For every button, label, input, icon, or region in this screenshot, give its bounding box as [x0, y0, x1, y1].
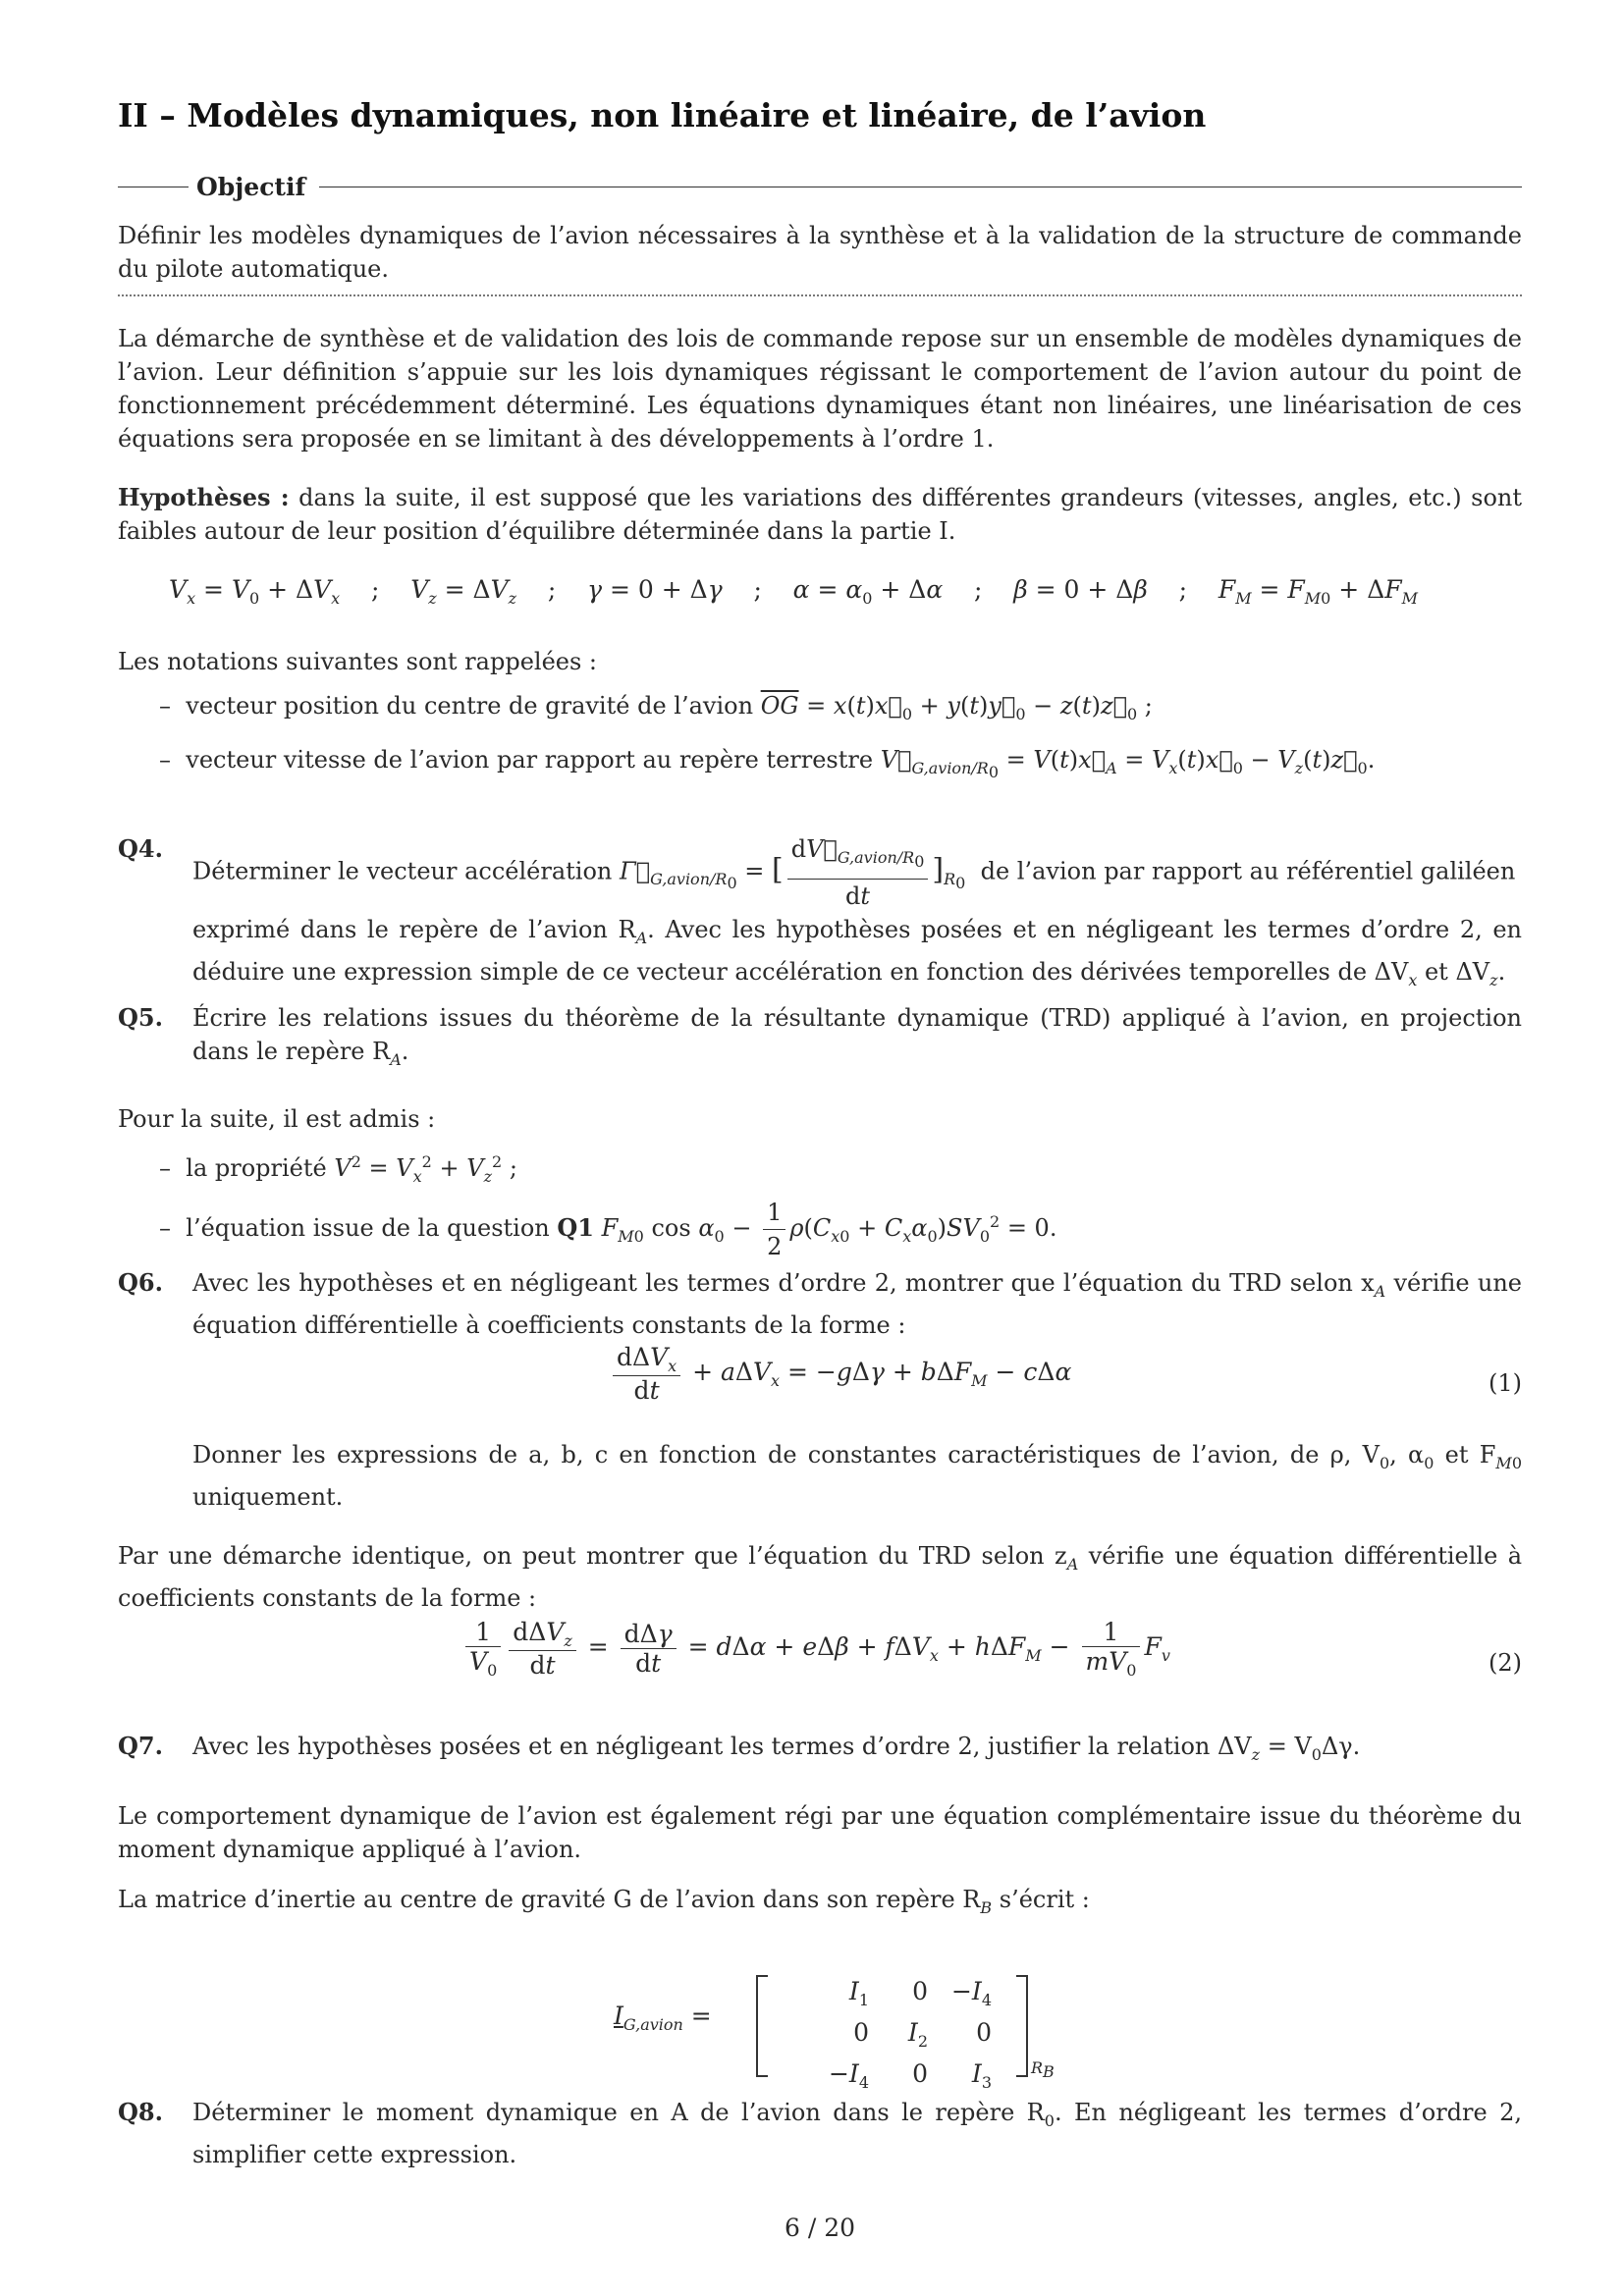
moment-intro: Le comportement dynamique de l’avion est également régi par une équation complémentaire issue du théorème du moment dynamique appliqué à l’avion.: [118, 1802, 1522, 1863]
question-q6-follow-c: et F: [1434, 1441, 1496, 1468]
question-q6-follow-text: Donner les expressions de a, b, c en fonction de constantes caractéristiques de l’avion, de ρ, V: [192, 1441, 1380, 1468]
question-q4-text-d: . Avec les hypothèses posées et en négligeant les termes d’ordre 2, en déduire une expression simple de ce vecteur accélération en fonction des dérivées temporelles de ΔV: [192, 915, 1523, 986]
admitted-item-property-text: la propriété: [186, 1154, 327, 1182]
inertia-intro: La matrice d’inertie au centre de gravité G de l’avion dans son repère $R_B$ s’écrit :: [118, 1886, 1090, 1917]
tz-intro: Par une démarche identique, on peut montrer que l’équation du TRD selon $z_A$ vérifie une équation différentielle à coefficients constants de la forme :: [118, 1542, 1522, 1612]
question-q5: Q5. Écrire les relations issues du théorème de la résultante dynamique (TRD) appliqué à l’avion, en projection dans le repère $R_A$.: [118, 1003, 1522, 1069]
question-q5-text: Écrire les relations issues du théorème de la résultante dynamique (TRD) appliqué à l’avion, en projection dans le repère R: [192, 1004, 1522, 1065]
question-q4-text-f: .: [1497, 957, 1506, 986]
notation-item-position-text: vecteur position du centre de gravité de l’avion: [186, 692, 754, 720]
notation-item-position: – vecteur position du centre de gravité de l’avion $\overline{OG}$ = $x(t)x⃗_0$ + $y(t)y⃗_0$ − $z(t)z⃗_0$ ;: [159, 692, 1153, 723]
question-q5-number: Q5.: [118, 1003, 163, 1032]
notation-item-velocity: – vecteur vitesse de l’avion par rapport au repère terrestre $V⃗_{G,avion/R_0}$ = $V(t)x⃗_A$ = $V_x(t)x⃗_0$ − $V_z(t)z⃗_0$.: [159, 746, 1376, 781]
question-q6-follow-b: , α: [1389, 1441, 1425, 1468]
q1-reference: Q1: [557, 1213, 594, 1242]
admitted-item-equation-text: l’équation issue de la question: [186, 1214, 550, 1242]
section-title: II – Modèles dynamiques, non linéaire et linéaire, de l’avion: [118, 96, 1207, 134]
question-q8: Q8. Déterminer le moment dynamique en A de l’avion dans le repère $R_0$. En négligeant les termes d’ordre 2, simplifier cette expression.: [118, 2098, 1523, 2168]
question-q8-number: Q8.: [118, 2098, 163, 2126]
admitted-item-property: – la propriété $V^2 = V_x^2 + V_z^2$ ;: [159, 1152, 517, 1186]
question-q4-text-c: exprimé dans le repère de l’avion R: [192, 915, 636, 943]
page-number: 6 / 20: [784, 2214, 856, 2242]
question-q7-text: Avec les hypothèses posées et en négligeant les termes d’ordre 2, justifier la relation ΔV: [192, 1733, 1252, 1760]
notations-intro: Les notations suivantes sont rappelées :: [118, 648, 598, 675]
question-q6-text: Avec les hypothèses et en négligeant les termes d’ordre 2, montrer que l’équation du TRD selon x: [192, 1269, 1375, 1297]
question-q4-text-a: Déterminer le vecteur accélération: [192, 857, 613, 885]
hypotheses-paragraph: [118, 481, 1522, 548]
question-q7-text-b: = V: [1260, 1733, 1312, 1760]
equation-2: $\frac{1}{V_0}$ $\frac{d\Delta V_z}{dt}$ = $\frac{\text{dΔγ}}{dt}$ = dΔα + eΔβ + fΔV$_x$ + hΔF$_M$ − $\frac{1}{mV_0}$ $F_v$: [461, 1618, 1170, 1680]
page: II – Modèles dynamiques, non linéaire et linéaire, de l’avion Objectif Définir les modèles dynamiques de l’avion nécessaires à la synthèse et à la validation de la structure de commande du pilote automatique. La démarche de synthèse et de validation des lois de commande repose sur un ensemble de modèles dynamiques de l’avion. Leur définition s’appuie sur les lois dynamiques régissant le comportement de l’avion autour du point de fonctionnement précédemment déterminé. Les équations dynamiques étant non linéaires, une linéarisation de ces équations sera proposée en se limitant à des développements à l’ordre 1. Hypothèses : dans la suite, il est supposé que les variations des différentes grandeurs (vitesses, angles, etc.) sont faibles autour de leur position d’équilibre déterminée dans la partie I. $V_x = V_0 + \Delta V_x$ ; $V_z = \Delta V_z$ ; γ = 0 + Δγ ; $\alpha = \alpha_0 + \Delta\alpha$ ; β = 0 + Δβ ; $F_M = F_{M0} + \Delta F_M$ Les notations suivantes sont rappelées : – vecteur position du centre de gravité de l’avion $\overline{OG}$ = $x(t)x⃗_0$ + $y(t)y⃗_0$ − $z(t)z⃗_0$ ; – vecteur vitesse de l’avion par rapport au repère terrestre $V⃗_{G,avion/R_0}$ = $V(t)x⃗_A$ = $V_x(t)x⃗_0$ − $V_z(t)z⃗_0$. Q4. Déterminer le vecteur accélération $\Gamma⃗_{G,avion/R_0}$ = [ $\frac{dV⃗_{G,avion/R_0}}{dt}$ ]$_{R_0}$ de l’avion par rapport au référentiel galiléen exprimé dans le repère de l’avion $R_A$. Avec les hypothèses posées et en négligeant les termes d’ordre 2, en déduire une expression simple de ce vecteur accélération en fonction des dérivées temporelles de $\Delta V_x$ et $\Delta V_z$. Q5. Écrire les relations issues du théorème de la résultante dynamique (TRD) appliqué à l’avion, en projection dans le repère $R_A$. Pour la suite, il est admis : – la propriété $V^2 = V_x^2 + V_z^2$ ; – l’équation issue de la question Q1 $F_{M0}$ $\cos \alpha_0$ − $\frac{1}{2}$ $\rho(C_{x0} + C_x\alpha_0)SV_0^2 = 0$. Q6. Avec les hypothèses et en négligeant les termes d’ordre 2, montrer que l’équation du TRD selon $x_A$ vérifie une équation différentielle à coefficients constants de la forme : $\frac{d\Delta V_x}{dt}$ + aΔV$_x$ = −gΔγ + bΔF$_M$ − cΔα (1) Donner les expressions de a, b, c en fonction de constantes caractéristiques de l’avion, de ρ, $V_0$, $\alpha_0$ et $F_{M0}$ uniquement. Par une démarche identique, on peut montrer que l’équation du TRD selon $z_A$ vérifie une équation différentielle à coefficients constants de la forme : $\frac{1}{V_0}$ $\frac{d\Delta V_z}{dt}$ = $\frac{\text{dΔγ}}{dt}$ = dΔα + eΔβ + fΔV$_x$ + hΔF$_M$ − $\frac{1}{mV_0}$ $F_v$ (2) Q7. Avec les hypothèses posées et en négligeant les termes d’ordre 2, justifier la relation $\Delta V_z = V_0\Delta\gamma$. Le comportement dynamique de l’avion est également régi par une équation complémentaire issue du théorème du moment dynamique appliqué à l’avion. La matrice d’inertie au centre de gravité G de l’avion dans son repère $R_B$ s’écrit : $I_{G,avion}$ = $I_1$ 0 $-I_4$ 0 $I_2$ 0 $-I_4$ 0 $I_3$ $R_B$ Q8. Déterminer le moment dynamique en A de l’avion dans le repère $R_0$. En négligeant les termes d’ordre 2, simplifier cette expression. 6 / 20: [118, 96, 1523, 2242]
objective-text: Définir les modèles dynamiques de l’avion nécessaires à la synthèse et à la validation de la structure de commande du pilote automatique.: [118, 222, 1522, 283]
notation-item-velocity-text: vecteur vitesse de l’avion par rapport au repère terrestre: [186, 746, 874, 774]
question-q8-text: Déterminer le moment dynamique en A de l’avion dans le repère R: [192, 2099, 1045, 2126]
question-q6-follow: Donner les expressions de a, b, c en fonction de constantes caractéristiques de l’avion, de ρ, $V_0$, $\alpha_0$ et $F_{M0}$ uniquement.: [192, 1441, 1522, 1511]
question-q6-follow-d: uniquement.: [192, 1482, 344, 1511]
question-q8-text-b: . En négligeant les termes d’ordre 2, simplifier cette expression.: [192, 2099, 1523, 2168]
objective-label: Objectif: [196, 173, 306, 201]
question-q6-text-b: vérifie une équation différentielle à coefficients constants de la forme :: [192, 1269, 1522, 1339]
admitted-item-equation: – l’équation issue de la question Q1 $F_{M0}$ $\cos \alpha_0$ − $\frac{1}{2}$ $\rho(C_{x0} + C_x\alpha_0)SV_0^2 = 0$.: [159, 1196, 1056, 1263]
question-q7: Q7. Avec les hypothèses posées et en négligeant les termes d’ordre 2, justifier la relation $\Delta V_z = V_0\Delta\gamma$.: [118, 1732, 1361, 1764]
equation-2-number: (2): [1489, 1649, 1522, 1677]
intro-paragraph: La démarche de synthèse et de validation des lois de commande repose sur un ensemble de modèles dynamiques de l’avion. Leur définition s’appuie sur les lois dynamiques régissant le comportement de l’avion autour du point de fonctionnement précédemment déterminé. Les équations dynamiques étant non linéaires, une linéarisation de ces équations sera proposée en se limitant à des développements à l’ordre 1.: [118, 325, 1522, 453]
tz-intro-a: Par une démarche identique, on peut montrer que l’équation du TRD selon z: [118, 1542, 1067, 1570]
inertia-intro-a: La matrice d’inertie au centre de gravité G de l’avion dans son repère R: [118, 1886, 981, 1913]
question-q7-text-c: Δγ.: [1321, 1733, 1361, 1760]
question-q7-number: Q7.: [118, 1732, 163, 1760]
hypotheses-equations: $V_x = V_0 + \Delta V_x$ ; $V_z = \Delta V_z$ ; γ = 0 + Δγ ; $\alpha = \alpha_0 + \Delta\alpha$ ; β = 0 + Δβ ; $F_M = F_{M0} + \Delta F_M$: [169, 575, 1419, 608]
question-q4-text-e: et ΔV: [1417, 957, 1490, 986]
question-q4: Q4. Déterminer le vecteur accélération $\Gamma⃗_{G,avion/R_0}$ = [ $\frac{dV⃗_{G,avion/R_0}}{dt}$ ]$_{R_0}$ de l’avion par rapport au référentiel galiléen exprimé dans le repère de l’avion $R_A$. Avec les hypothèses posées et en négligeant les termes d’ordre 2, en déduire une expression simple de ce vecteur accélération en fonction des dérivées temporelles de $\Delta V_x$ et $\Delta V_z$.: [118, 834, 1523, 989]
objective-divider: [118, 294, 1522, 296]
equation-1-number: (1): [1489, 1369, 1522, 1397]
admitted-intro: Pour la suite, il est admis :: [118, 1105, 436, 1133]
hypotheses-label: Hypothèses :: [118, 483, 290, 511]
equation-1: $\frac{d\Delta V_x}{dt}$ + aΔV$_x$ = −gΔγ + bΔF$_M$ − cΔα: [609, 1343, 1071, 1405]
question-q4-text-b: de l’avion par rapport au référentiel galiléen: [980, 857, 1516, 885]
question-q6: Q6. Avec les hypothèses et en négligeant les termes d’ordre 2, montrer que l’équation du TRD selon $x_A$ vérifie une équation différentielle à coefficients constants de la forme :: [118, 1268, 1522, 1339]
inertia-intro-b: s’écrit :: [992, 1886, 1090, 1913]
objective-header: [118, 173, 1522, 202]
question-q6-number: Q6.: [118, 1268, 163, 1297]
tz-intro-b: vérifie une équation différentielle à coefficients constants de la forme :: [118, 1542, 1522, 1612]
hypotheses-text: dans la suite, il est supposé que les variations des différentes grandeurs (vitesses, angles, etc.) sont faibles autour de leur position d’équilibre déterminée dans la partie I.: [118, 484, 1522, 545]
question-q4-number: Q4.: [118, 834, 163, 863]
